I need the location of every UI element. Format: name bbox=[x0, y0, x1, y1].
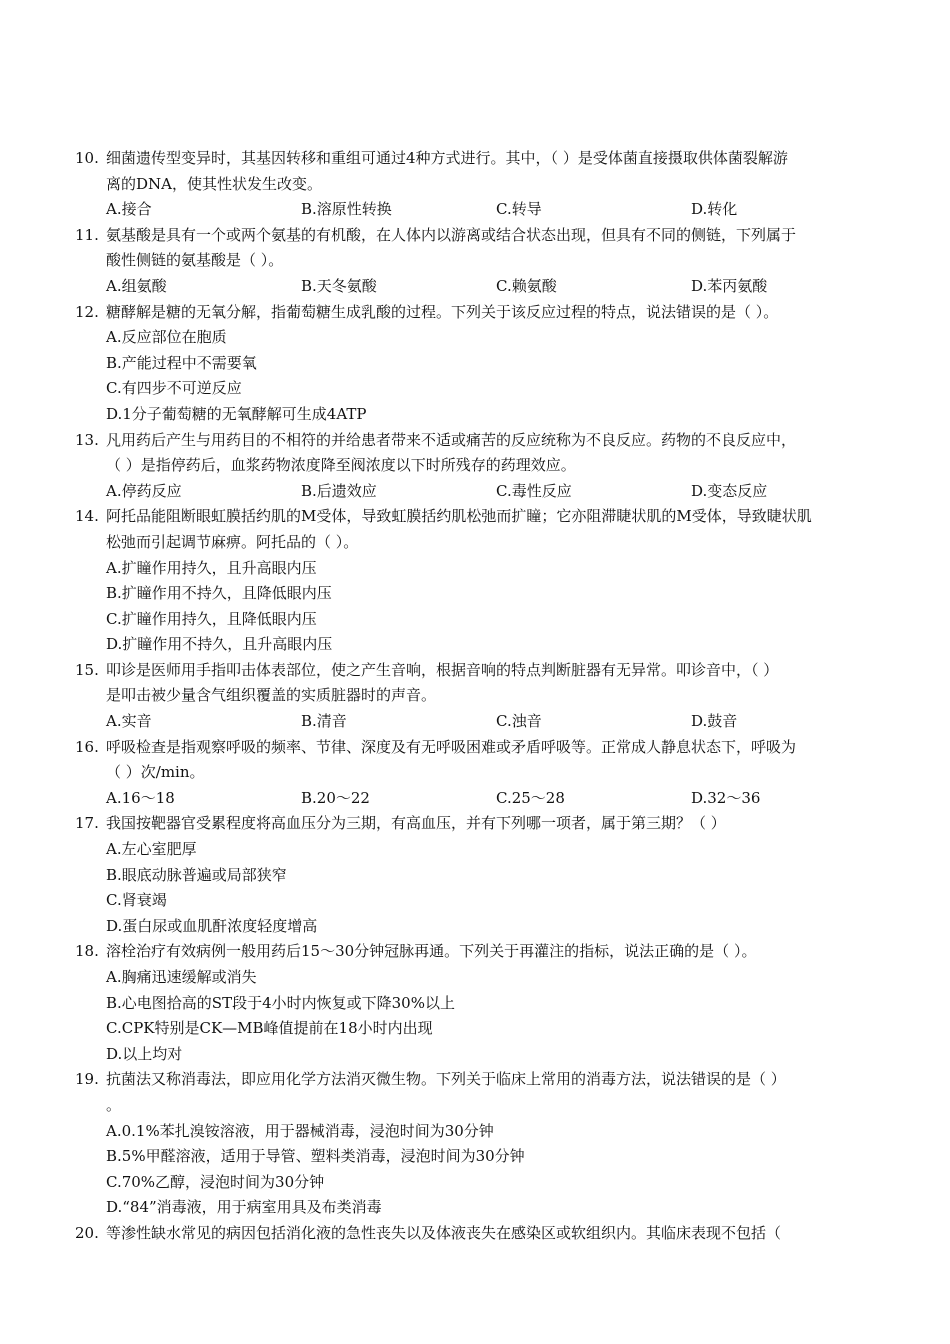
option-c: C.赖氨酸 bbox=[496, 276, 557, 295]
question-text-line bbox=[0, 1093, 950, 1119]
question-text-line bbox=[0, 658, 950, 684]
question-text: 阿托品能阻断眼虹膜括约肌的M受体，导致虹膜括约肌松弛而扩瞳；它亦阻滞睫状肌的M受体，导致睫状肌 bbox=[106, 507, 812, 526]
option-d: D.1分子葡萄糖的无氧酵解可生成4ATP bbox=[106, 404, 367, 423]
option-a: A.扩瞳作用持久，且升高眼内压 bbox=[106, 558, 317, 577]
option-d: D.扩瞳作用不持久，且升高眼内压 bbox=[106, 635, 333, 654]
question-text-line bbox=[0, 939, 950, 965]
option-a: A.实音 bbox=[106, 712, 152, 731]
option-a: A.组氨酸 bbox=[106, 276, 167, 295]
option-a: A.接合 bbox=[106, 200, 152, 219]
question-18 bbox=[0, 939, 950, 1067]
question-text: 是叩击被少量含气组织覆盖的实质脏器时的声音。 bbox=[106, 686, 437, 705]
question-text-line bbox=[0, 453, 950, 479]
question-text: 抗菌法又称消毒法，即应用化学方法消灭微生物。下列关于临床上常用的消毒方法，说法错误的是（ ） bbox=[106, 1070, 786, 1089]
options-row bbox=[0, 709, 950, 735]
question-text: 。 bbox=[106, 1095, 122, 1114]
question-text-line bbox=[0, 1221, 950, 1247]
option-a: A.胸痛迅速缓解或消失 bbox=[106, 968, 257, 986]
question-number: 19. bbox=[75, 1070, 99, 1089]
question-text-line bbox=[0, 300, 950, 326]
question-number: 20. bbox=[75, 1223, 99, 1242]
option-c: C.毒性反应 bbox=[496, 481, 572, 500]
question-number: 17. bbox=[75, 814, 99, 833]
question-text-line bbox=[0, 504, 950, 530]
option-d: D.32～36 bbox=[691, 788, 761, 807]
question-number: 12. bbox=[75, 302, 99, 321]
option-a: A.0.1%苯扎溴铵溶液，用于器械消毒，浸泡时间为30分钟 bbox=[106, 1121, 494, 1140]
question-text: 糖酵解是糖的无氧分解，指葡萄糖生成乳酸的过程。下列关于该反应过程的特点，说法错误的是（ ）。 bbox=[106, 302, 779, 321]
options-row bbox=[0, 197, 950, 223]
question-number: 13. bbox=[75, 430, 99, 449]
question-17 bbox=[0, 811, 950, 939]
question-text: （ ）是指停药后，血浆药物浓度降至阀浓度以下时所残存的药理效应。 bbox=[106, 456, 576, 475]
option-b: B.清音 bbox=[301, 712, 347, 731]
option-b: B.扩瞳作用不持久，且降低眼内压 bbox=[106, 584, 332, 603]
question-text: 溶栓治疗有效病例一般用药后15～30分钟冠脉再通。下列关于再灌注的指标，说法正确的是（ ）。 bbox=[106, 942, 757, 961]
question-text-line bbox=[0, 428, 950, 454]
option-d: D.“84”消毒液，用于病室用具及布类消毒 bbox=[106, 1198, 382, 1217]
question-text: 呼吸检查是指观察呼吸的频率、节律、深度及有无呼吸困难或矛盾呼吸等。正常成人静息状态下，呼吸为 bbox=[106, 737, 797, 756]
question-14 bbox=[0, 504, 950, 658]
question-number: 15. bbox=[75, 660, 99, 679]
options-row bbox=[0, 274, 950, 300]
option-b: B.溶原性转换 bbox=[301, 200, 392, 219]
question-10 bbox=[0, 146, 950, 223]
question-text: 细菌遗传型变异时，其基因转移和重组可通过4种方式进行。其中，（ ）是受体菌直接摄取供体菌裂解游 bbox=[106, 149, 788, 167]
question-text-line bbox=[0, 735, 950, 761]
option-b: B.天冬氨酸 bbox=[301, 276, 377, 295]
option-c: C.转导 bbox=[496, 200, 542, 219]
option-b: B.产能过程中不需要氧 bbox=[106, 353, 257, 372]
question-13 bbox=[0, 428, 950, 505]
question-text-line bbox=[0, 530, 950, 556]
option-c: C.70%乙醇，浸泡时间为30分钟 bbox=[106, 1172, 325, 1191]
question-text-line bbox=[0, 248, 950, 274]
option-a: A.16～18 bbox=[106, 788, 175, 807]
question-number: 10. bbox=[75, 149, 99, 167]
question-text: 我国按靶器官受累程度将高血压分为三期，有高血压，并有下列哪一项者，属于第三期？（ ） bbox=[106, 814, 726, 833]
question-text: 叩诊是医师用手指叩击体表部位，使之产生音响，根据音响的特点判断脏器有无异常。叩诊音中，（ ） bbox=[106, 660, 779, 679]
question-text-line bbox=[0, 683, 950, 709]
question-text-line bbox=[0, 1067, 950, 1093]
option-d: D.鼓音 bbox=[691, 712, 738, 731]
option-b: B.20～22 bbox=[301, 788, 370, 807]
question-19 bbox=[0, 1067, 950, 1221]
options-row bbox=[0, 479, 950, 505]
option-a: A.停药反应 bbox=[106, 481, 182, 500]
question-number: 18. bbox=[75, 942, 99, 961]
question-text: 氨基酸是具有一个或两个氨基的有机酸，在人体内以游离或结合状态出现，但具有不同的侧链，下列属于 bbox=[106, 225, 797, 244]
question-text-line bbox=[0, 811, 950, 837]
question-number: 11. bbox=[75, 225, 99, 244]
option-b: B.眼底动脉普遍或局部狭窄 bbox=[106, 865, 287, 884]
question-11 bbox=[0, 223, 950, 300]
option-b: B.5%甲醛溶液，适用于导管、塑料类消毒，浸泡时间为30分钟 bbox=[106, 1147, 525, 1166]
question-15 bbox=[0, 658, 950, 735]
option-d: D.蛋白尿或血肌酐浓度轻度增高 bbox=[106, 916, 318, 935]
option-c: C.25～28 bbox=[496, 788, 565, 807]
option-d: D.变态反应 bbox=[691, 481, 768, 500]
option-d: D.以上均对 bbox=[106, 1044, 183, 1063]
option-a: A.反应部位在胞质 bbox=[106, 328, 227, 347]
option-c: C.肾衰竭 bbox=[106, 891, 167, 910]
options-row bbox=[0, 786, 950, 812]
option-b: B.后遗效应 bbox=[301, 481, 377, 500]
option-d: D.转化 bbox=[691, 200, 738, 219]
question-20 bbox=[0, 1221, 950, 1247]
option-c: C.浊音 bbox=[496, 712, 542, 731]
question-text-line bbox=[0, 146, 950, 172]
question-text: （ ）次/min。 bbox=[106, 763, 205, 782]
option-c: C.有四步不可逆反应 bbox=[106, 379, 242, 398]
question-text: 等渗性缺水常见的病因包括消化液的急性丧失以及体液丧失在感染区或软组织内。其临床表现不包括（ bbox=[106, 1223, 782, 1242]
question-number: 14. bbox=[75, 507, 99, 526]
question-text-line bbox=[0, 172, 950, 198]
question-text: 酸性侧链的氨基酸是（ ）。 bbox=[106, 251, 284, 270]
question-text: 松弛而引起调节麻痹。阿托品的（ ）。 bbox=[106, 532, 359, 551]
exam-page bbox=[0, 146, 950, 1247]
option-d: D.苯丙氨酸 bbox=[691, 276, 768, 295]
option-b: B.心电图拾高的ST段于4小时内恢复或下降30%以上 bbox=[106, 993, 455, 1012]
question-number: 16. bbox=[75, 737, 99, 756]
question-16 bbox=[0, 735, 950, 812]
question-12 bbox=[0, 300, 950, 428]
option-a: A.左心室肥厚 bbox=[106, 840, 197, 859]
question-text: 离的DNA，使其性状发生改变。 bbox=[106, 174, 322, 193]
question-text-line bbox=[0, 760, 950, 786]
option-c: C.CPK特别是CK—MB峰值提前在18小时内出现 bbox=[106, 1019, 433, 1038]
question-text-line bbox=[0, 223, 950, 249]
question-text: 凡用药后产生与用药目的不相符的并给患者带来不适或痛苦的反应统称为不良反应。药物的不良反应中， bbox=[106, 430, 797, 449]
option-c: C.扩瞳作用持久，且降低眼内压 bbox=[106, 609, 317, 628]
